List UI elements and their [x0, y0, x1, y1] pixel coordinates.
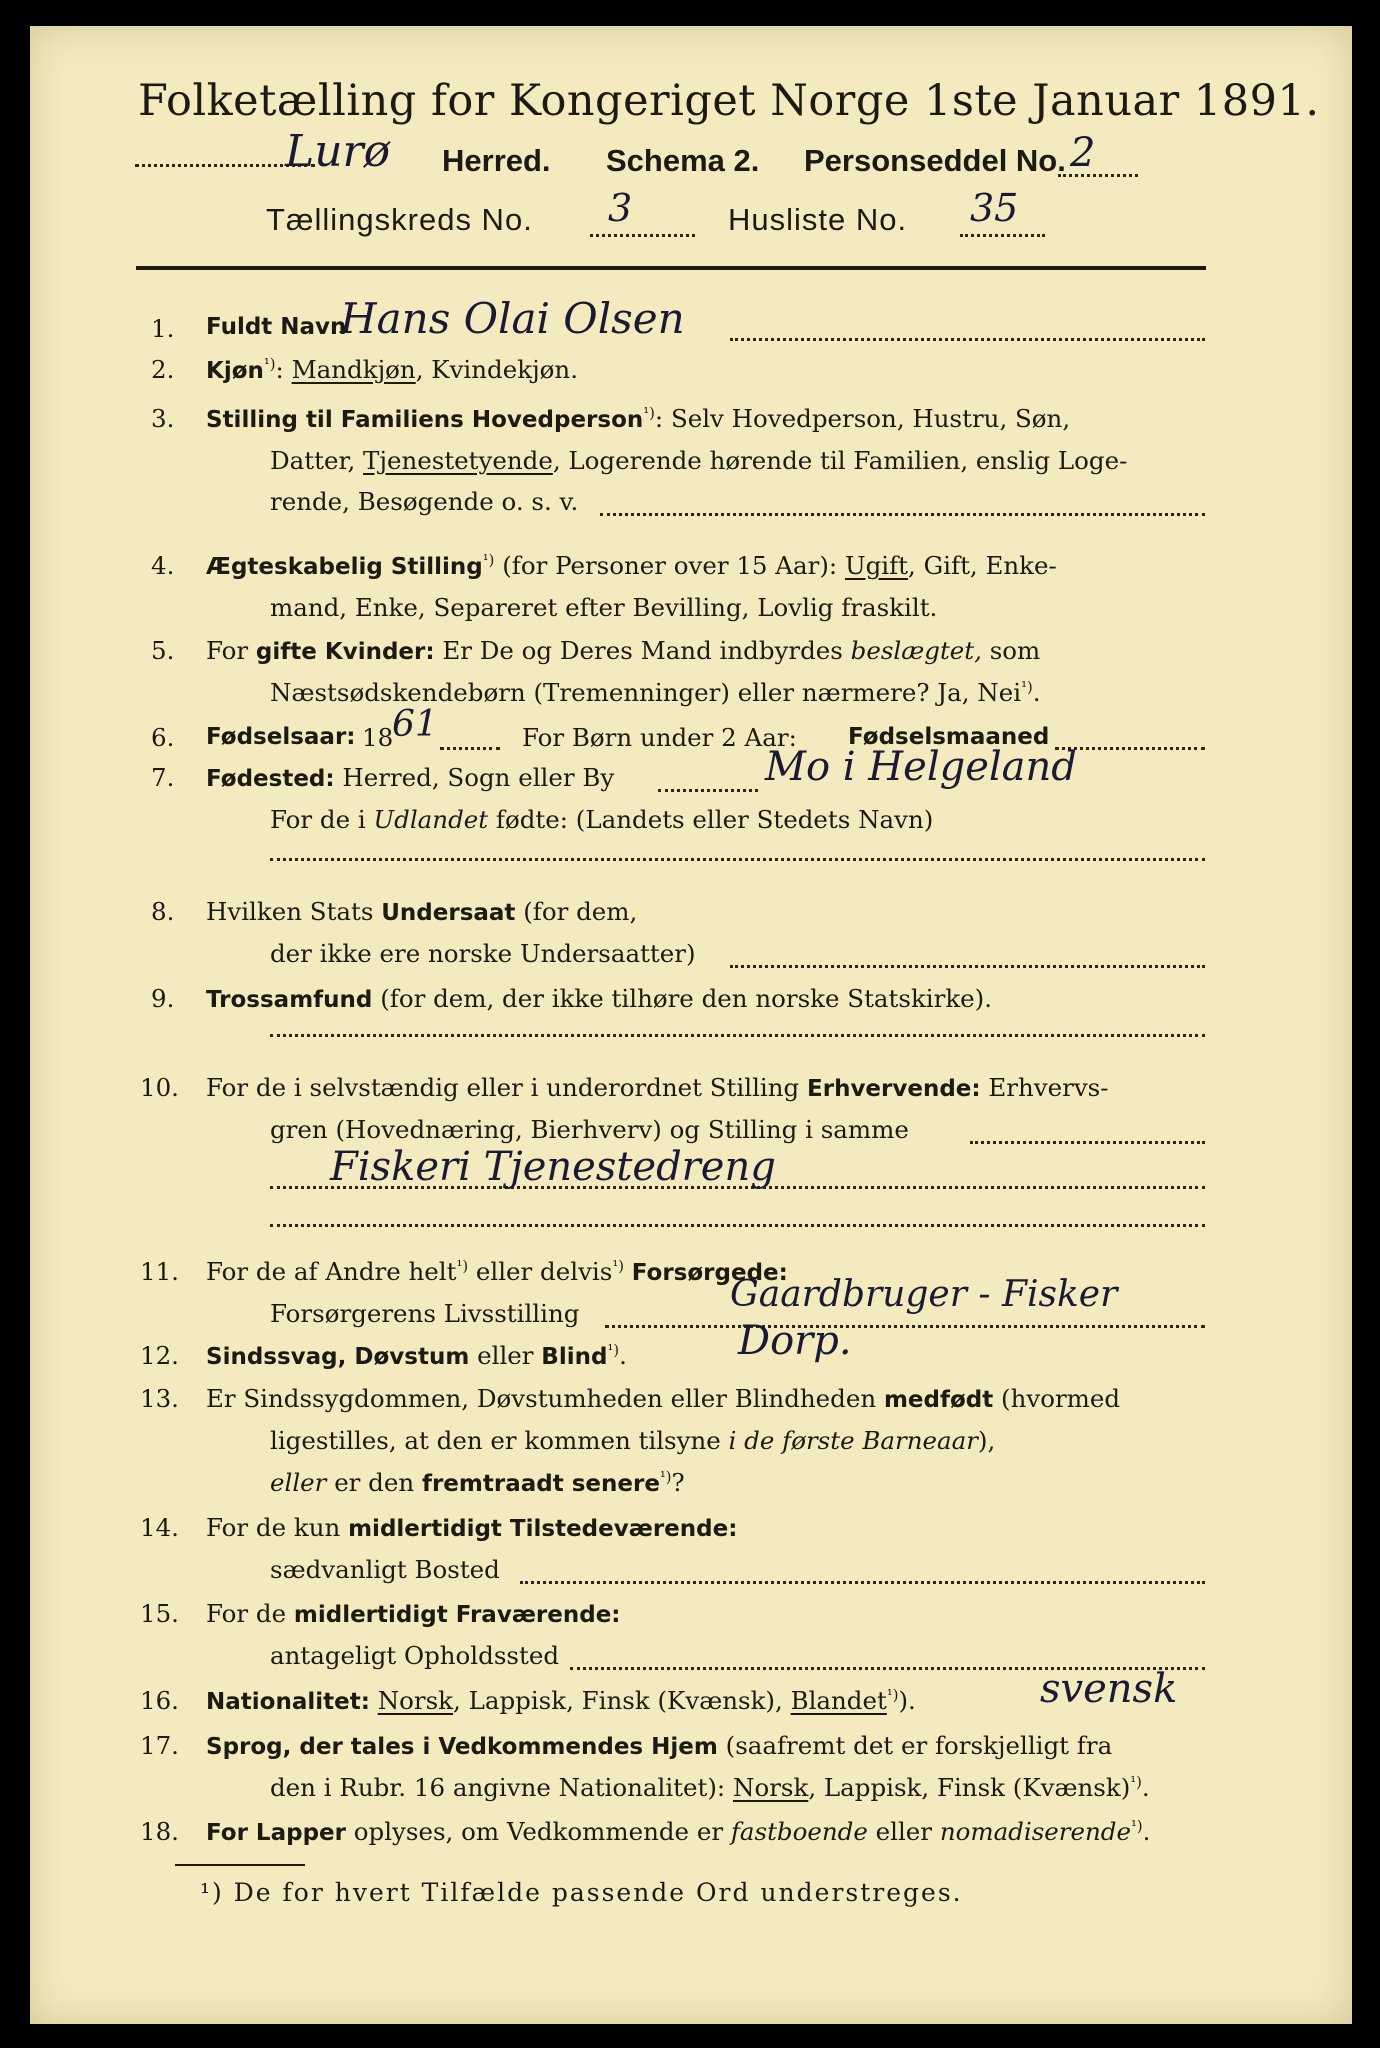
row-number: 13. — [140, 1384, 179, 1413]
row-number: 3. — [151, 404, 175, 433]
row-number: 7. — [151, 763, 175, 792]
personseddel-value: 2 — [1070, 130, 1096, 176]
family-position-text: Selv Hovedperson, Hustru, Søn, — [670, 404, 1071, 433]
herred-label: Herred. — [442, 143, 551, 178]
family-position-text2: , Logerende hørende til Familien, enslig Loge- — [552, 446, 1128, 475]
citizenship-pre: Hvilken Stats — [206, 897, 374, 926]
marital-label: Ægteskabelig Stilling — [206, 554, 483, 580]
birth-year-value: 61 — [392, 704, 438, 745]
citizenship-label: Undersaat — [381, 900, 516, 926]
congenital-pre: Er Sindssygdommen, Døvstumheden eller Blindheden — [206, 1384, 877, 1413]
occupation-pre: For de i selvstændig eller i underordnet Stilling — [206, 1073, 800, 1102]
congenital-text: (hvormed — [1001, 1384, 1121, 1413]
married-women-label: gifte Kvinder: — [255, 639, 435, 665]
birthplace-foreign-dots — [270, 858, 1205, 861]
congenital-line1 — [206, 1384, 1120, 1413]
married-women-line1 — [206, 636, 1040, 665]
occupation-extra-dots — [270, 1224, 1205, 1227]
supported-label: Forsørgede: — [631, 1260, 788, 1286]
row-number: 9. — [151, 984, 175, 1013]
footnote-ref: ¹) — [263, 355, 276, 373]
row-number: 1. — [151, 314, 175, 343]
birthplace-udlandet: Udlandet — [373, 805, 489, 834]
row-number: 6. — [151, 723, 175, 752]
row-number: 18. — [140, 1817, 179, 1846]
supporter-occupation-value: Gaardbruger - Fisker — [730, 1274, 1118, 1315]
birth-month-dots — [1055, 747, 1205, 750]
nationality-line: Nationalitet: Norsk, Lappisk, Finsk (Kvænsk), Blandet$^{^1)}$). — [206, 1686, 916, 1715]
temporary-present-pre: For de kun — [206, 1513, 341, 1542]
married-women-text: Er De og Deres Mand indbyrdes — [442, 636, 843, 665]
full-name-label: Fuldt Navn — [206, 314, 347, 340]
row-number: 17. — [140, 1731, 179, 1760]
occupation-value: Fiskeri Tjenestedreng — [330, 1144, 776, 1190]
language-text2: den i Rubr. 16 angivne Nationalitet): — [270, 1773, 726, 1802]
sex-label: Kjøn — [206, 358, 264, 384]
full-name-value: Hans Olai Olsen — [340, 294, 685, 343]
footnote-ref: ¹) — [607, 1341, 620, 1359]
supported-line1 — [206, 1257, 788, 1286]
occupation-line2: gren (Hovednæring, Bierhverv) og Stilling i samme — [270, 1115, 909, 1144]
occupation-dots — [970, 1141, 1205, 1144]
birthplace-foreign-text: fødte: (Landets eller Stedets Navn) — [495, 805, 934, 834]
lapps-label: For Lapper — [206, 1820, 346, 1846]
language-options: , Lappisk, Finsk (Kvænsk) — [808, 1773, 1131, 1802]
footnote-ref: ¹) — [1130, 1773, 1142, 1791]
occupation-line1 — [206, 1073, 1109, 1102]
congenital-eller: eller — [270, 1468, 327, 1497]
occupation-label: Erhvervende: — [807, 1076, 981, 1102]
footnote-ref: ¹) — [1130, 1817, 1143, 1835]
row-number: 14. — [140, 1513, 179, 1542]
family-position-line3: rende, Besøgende o. s. v. — [270, 487, 579, 516]
disability-label: Sindssvag, Døvstum — [206, 1344, 470, 1370]
footnote-ref: ¹) — [612, 1257, 624, 1275]
citizenship-line2: der ikke ere norske Undersaatter) — [270, 939, 696, 968]
census-form — [30, 26, 1352, 2024]
marital-line2: mand, Enke, Separeret efter Bevilling, Lovlig fraskilt. — [270, 593, 938, 622]
birthplace-dots — [658, 789, 758, 792]
personseddel-dots — [1058, 174, 1138, 177]
birthplace-line1 — [206, 763, 614, 792]
birth-year-label: Fødselsaar: — [206, 724, 356, 750]
row-number: 8. — [151, 897, 175, 926]
supporter-occupation-dots — [605, 1325, 1205, 1328]
lapps-line: For Lapper oplyses, om Vedkommende er fastboende eller nomadiserende$^{^1)}$. — [206, 1817, 1151, 1846]
birthplace-line2 — [270, 805, 933, 834]
disability-eller: eller — [477, 1341, 534, 1370]
congenital-text2: ligestilles, at den er kommen tilsyne — [270, 1426, 721, 1455]
married-women-beslaegtet: beslægtet, — [850, 636, 982, 665]
header-rule — [136, 266, 1206, 270]
marital-line1 — [206, 551, 1057, 580]
family-position-label: Stilling til Familiens Hovedperson — [206, 407, 644, 433]
married-women-som: som — [989, 636, 1041, 665]
congenital-later-label: fremtraadt senere — [421, 1471, 660, 1497]
lapps-fastboende: fastboende — [730, 1817, 868, 1846]
kreds-label: Tællingskreds No. — [266, 202, 533, 237]
temporary-absent-label: midlertidigt Fraværende: — [293, 1602, 621, 1628]
temporary-present-line1 — [206, 1513, 737, 1542]
religion-text: (for dem, der ikke tilhøre den norske Statskirke). — [380, 984, 993, 1013]
sex-line: Kjøn$^{^1)}$: Mandkjøn, Kvindekjøn. — [206, 355, 578, 384]
full-name-dots — [730, 338, 1205, 341]
married-women-text2: Næstsødskendebørn (Tremenninger) eller nærmere? Ja, Nei — [270, 678, 1022, 707]
nationality-blandet: Blandet — [790, 1686, 887, 1715]
lapps-text: oplyses, om Vedkommende er — [353, 1817, 724, 1846]
language-label: Sprog, der tales i Vedkommendes Hjem — [206, 1734, 718, 1760]
row-number: 2. — [151, 355, 175, 384]
family-position-datter: Datter, — [270, 446, 364, 475]
birth-year-prefix: 18 — [362, 723, 394, 752]
disability-line: Sindssvag, Døvstum eller Blind$^{^1)}$. — [206, 1341, 627, 1370]
supporter-occupation-label: Forsørgerens Livsstilling — [270, 1299, 580, 1328]
birth-month-label: Fødselsmaaned — [848, 724, 1050, 750]
footnote — [200, 1878, 963, 1907]
row-number: 12. — [140, 1341, 179, 1370]
sex-male-option: Mandkjøn — [291, 355, 416, 384]
usual-residence-label: sædvanligt Bosted — [270, 1555, 500, 1584]
birthplace-foreign-pre: For de i — [270, 805, 366, 834]
birth-year-dots — [440, 747, 500, 750]
married-women-pre: For — [206, 636, 249, 665]
marital-text: (for Personer over 15 Aar): — [502, 551, 838, 580]
footnote-ref: ¹) — [643, 404, 655, 422]
husliste-value: 35 — [970, 186, 1019, 230]
temporary-absent-pre: For de — [206, 1599, 287, 1628]
family-position-line2 — [270, 446, 1127, 475]
lapps-nomadiserende: nomadiserende — [939, 1817, 1131, 1846]
birthplace-text: Herred, Sogn eller By — [342, 763, 615, 792]
congenital-barneaar: i de første Barneaar — [728, 1426, 978, 1455]
herred-value: Lurø — [285, 126, 391, 177]
nationality-label: Nationalitet: — [206, 1689, 370, 1715]
language-line2: den i Rubr. 16 angivne Nationalitet): Norsk, Lappisk, Finsk (Kvænsk)$^{^1)}$. — [270, 1773, 1150, 1802]
language-line1 — [206, 1731, 1112, 1760]
supported-pre: For de af Andre helt — [206, 1257, 457, 1286]
temporary-present-label: midlertidigt Tilstedeværende: — [348, 1516, 738, 1542]
row-number: 11. — [140, 1257, 179, 1286]
occupation-text: Erhvervs- — [988, 1073, 1109, 1102]
birth-month-text: For Børn under 2 Aar: — [522, 723, 797, 752]
religion-dots — [270, 1034, 1205, 1037]
disability-value: Dorp. — [738, 1318, 852, 1364]
language-norsk: Norsk — [733, 1773, 809, 1802]
row-number: 10. — [140, 1073, 179, 1102]
sex-female-option: , Kvindekjøn. — [415, 355, 578, 384]
citizenship-text: (for dem, — [523, 897, 638, 926]
disability-blind: Blind — [541, 1344, 608, 1370]
language-text: (saafremt det er forskjelligt fra — [725, 1731, 1113, 1760]
usual-residence-dots — [520, 1581, 1205, 1584]
family-position-dots — [600, 513, 1205, 516]
family-position-line1: Stilling til Familiens Hovedperson$^{^1)}$: Selv Hovedperson, Hustru, Søn, — [206, 404, 1071, 433]
religion-line — [206, 984, 992, 1013]
form-title: Folketælling for Kongeriget Norge 1ste Januar 1891. — [138, 76, 1320, 126]
supported-text: eller delvis — [475, 1257, 613, 1286]
congenital-line2: ligestilles, at den er kommen tilsyne i de første Barneaar), — [270, 1426, 996, 1455]
footnote-ref: ¹) — [659, 1468, 672, 1486]
congenital-line3: eller er den fremtraadt senere$^{^1)}$? — [270, 1468, 685, 1497]
birthplace-label: Fødested: — [206, 766, 335, 792]
congenital-text3: er den — [334, 1468, 415, 1497]
kreds-value: 3 — [608, 186, 633, 230]
footnote-ref: ¹) — [1021, 678, 1033, 696]
nationality-options: , Lappisk, Finsk (Kvænsk), — [453, 1686, 783, 1715]
marital-ugift: Ugift — [844, 551, 909, 580]
citizenship-dots — [730, 965, 1205, 968]
congenital-label: medfødt — [883, 1387, 994, 1413]
footnote-ref: ¹) — [456, 1257, 469, 1275]
footnote-ref: ¹) — [482, 551, 495, 569]
religion-label: Trossamfund — [206, 987, 373, 1013]
citizenship-line1 — [206, 897, 637, 926]
schema-label: Schema 2. — [606, 143, 760, 178]
row-number: 16. — [140, 1686, 179, 1715]
temporary-absent-line1 — [206, 1599, 621, 1628]
kreds-dots — [590, 234, 695, 237]
row-number: 5. — [151, 636, 175, 665]
married-women-line2: Næstsødskendebørn (Tremenninger) eller nærmere? Ja, Nei$^{^1)}$. — [270, 678, 1041, 707]
row-number: 15. — [140, 1599, 179, 1628]
row-number: 4. — [151, 551, 175, 580]
footnote-text: De for hvert Tilfælde passende Ord understreges. — [233, 1878, 963, 1907]
probable-residence-label: antageligt Opholdssted — [270, 1641, 559, 1670]
marital-text1b: , Gift, Enke- — [908, 551, 1057, 580]
footnote-ref: ¹) — [886, 1686, 899, 1704]
family-position-tjenestetyende: Tjenestetyende — [363, 446, 553, 475]
nationality-norsk: Norsk — [377, 1686, 454, 1715]
birthplace-value: Mo i Helgeland — [765, 744, 1077, 790]
personseddel-label: Personseddel No. — [804, 143, 1066, 178]
husliste-dots — [960, 234, 1045, 237]
husliste-label: Husliste No. — [728, 202, 908, 237]
footnote-mark: ¹) — [200, 1878, 224, 1907]
nationality-value: svensk — [1040, 1666, 1178, 1712]
lapps-eller: eller — [875, 1817, 933, 1846]
footnote-rule — [175, 1864, 305, 1866]
